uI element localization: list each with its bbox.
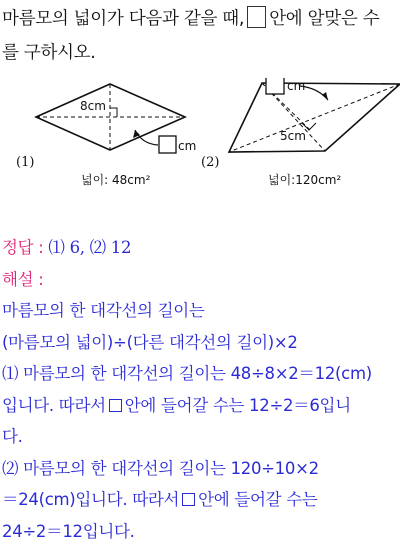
blank-square: [182, 493, 195, 506]
question-text: [2, 2, 398, 70]
figures: [0, 78, 400, 198]
right-angle-mark: [110, 108, 117, 117]
answer-line: [2, 232, 400, 264]
explanation-line: 다.: [2, 421, 400, 453]
explanation-label: 해설 :: [2, 264, 400, 296]
explanation-line: ⑴ 마름모의 한 대각선의 길이는 48÷8×2＝12(cm): [2, 358, 400, 390]
area-label-2: 넓이:120cm²: [268, 172, 341, 187]
diagonal-label-2: 5cm: [280, 129, 306, 143]
answer-value: ⑴ 6, ⑵ 12: [43, 238, 131, 257]
blank-box: [247, 6, 266, 28]
rhombus-2-diagonal: [229, 84, 400, 152]
explanation-line: 입니다. 따라서 안에 들어갈 수는 12÷2＝6입니: [2, 390, 400, 422]
blank-square: [109, 399, 122, 412]
rhombus-figure-2: [201, 78, 400, 187]
arrow-head-2: [322, 92, 328, 100]
explanation-line: ＝24(cm)입니다. 따라서 안에 들어갈 수는: [2, 484, 400, 516]
figure-label-1: (1): [16, 155, 34, 170]
explanation-line: ⑵ 마름모의 한 대각선의 길이는 120÷10×2: [2, 453, 400, 485]
answer-box-2: [266, 78, 284, 94]
question-line-1: 마름모의 넓이가 다음과 같을 때, 안에 알맞은 수: [2, 2, 398, 36]
answer-label: 정답 :: [2, 238, 43, 257]
explanation-line: 마름모의 한 대각선의 길이는: [2, 295, 400, 327]
figure-label-2: (2): [201, 155, 219, 170]
explanation-line: 24÷2＝12입니다.: [2, 516, 400, 547]
rhombus-figure-1: [16, 84, 196, 187]
box-unit-1: cm: [178, 139, 196, 153]
answer-box-1: [159, 136, 176, 153]
box-unit-2: cm: [287, 79, 305, 93]
answer-section: [2, 232, 400, 547]
explanation-line: (마름모의 넓이)÷(다른 대각선의 길이)×2: [2, 327, 400, 359]
diagonal-label-1: 8cm: [80, 99, 106, 113]
area-label-1: 넓이: 48cm²: [81, 172, 151, 187]
question-line-2: 를 구하시오.: [2, 36, 398, 70]
